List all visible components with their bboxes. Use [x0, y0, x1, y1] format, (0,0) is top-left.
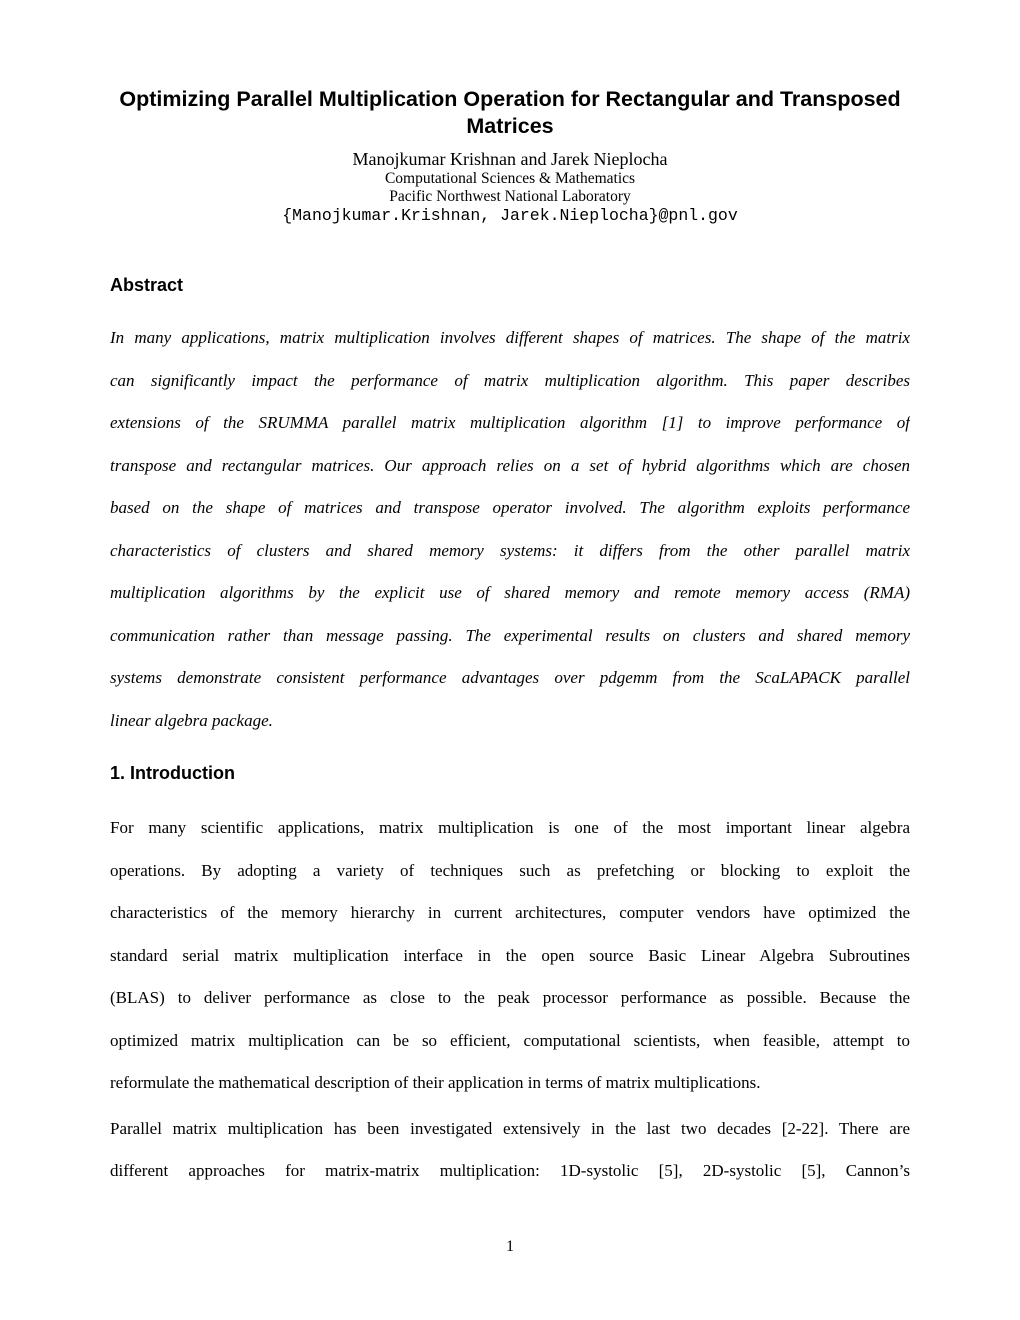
- introduction-heading: 1. Introduction: [110, 763, 235, 783]
- abstract-paragraph: [110, 317, 910, 742]
- paragraph-line: Parallel matrix multiplication has been investigated extensively in the last two decades [2-22]. There are: [110, 1118, 910, 1138]
- authors-line: Manojkumar Krishnan and Jarek Nieplocha: [352, 149, 668, 169]
- abstract-line: extensions of the SRUMMA parallel matrix multiplication algorithm [1] to improve performance of: [110, 413, 910, 432]
- abstract-line: In many applications, matrix multiplication involves different shapes of matrices. The shape of the matrix: [110, 328, 910, 347]
- abstract-line: characteristics of clusters and shared memory systems: it differs from the other parallel matrix: [110, 540, 910, 560]
- page-title-line-2: Matrices: [466, 114, 554, 138]
- abstract-line: systems demonstrate consistent performance advantages over pdgemm from the ScaLAPACK parallel: [110, 668, 910, 687]
- abstract-line: based on the shape of matrices and transpose operator involved. The algorithm exploits performance: [110, 498, 910, 517]
- paragraph-line: optimized matrix multiplication can be so efficient, computational scientists, when feasible, attempt to: [110, 1030, 910, 1050]
- paragraph-line: reformulate the mathematical description of their application in terms of matrix multiplications.: [110, 1073, 761, 1092]
- paragraph-line: (BLAS) to deliver performance as close to the peak processor performance as possible. Because the: [110, 988, 910, 1007]
- paragraph-line: For many scientific applications, matrix multiplication is one of the most important linear algebra: [110, 818, 910, 837]
- page-content: [110, 0, 910, 1256]
- introduction-paragraph-1: [110, 807, 910, 1105]
- abstract-line: can significantly impact the performance of matrix multiplication algorithm. This paper describes: [110, 370, 910, 390]
- paragraph-line: standard serial matrix multiplication interface in the open source Basic Linear Algebra Subroutines: [110, 945, 910, 965]
- authors-email: {Manojkumar.Krishnan, Jarek.Nieplocha}@pnl.gov: [282, 206, 738, 225]
- abstract-line: communication rather than message passing. The experimental results on clusters and shared memory: [110, 625, 910, 645]
- affiliation-org: Pacific Northwest National Laboratory: [389, 187, 631, 205]
- abstract-line: multiplication algorithms by the explicit use of shared memory and remote memory access (RMA): [110, 583, 910, 602]
- paragraph-line: characteristics of the memory hierarchy in current architectures, computer vendors have optimized the: [110, 903, 910, 922]
- paragraph-line: different approaches for matrix-matrix multiplication: 1D-systolic [5], 2D-systolic [5], Cannon’s: [110, 1161, 910, 1180]
- abstract-line: transpose and rectangular matrices. Our approach relies on a set of hybrid algorithms which are chosen: [110, 455, 910, 475]
- affiliation-dept: Computational Sciences & Mathematics: [384, 170, 636, 187]
- page-title-line-1: Optimizing Parallel Multiplication Operation for Rectangular and Transposed: [119, 87, 901, 111]
- abstract-line: linear algebra package.: [110, 710, 273, 730]
- abstract-heading: Abstract: [110, 275, 184, 295]
- title-block: [110, 0, 910, 140]
- paragraph-line: operations. By adopting a variety of techniques such as prefetching or blocking to exploit the: [110, 860, 910, 880]
- page-number: 1: [506, 1237, 514, 1255]
- introduction-paragraph-2: [110, 1108, 910, 1193]
